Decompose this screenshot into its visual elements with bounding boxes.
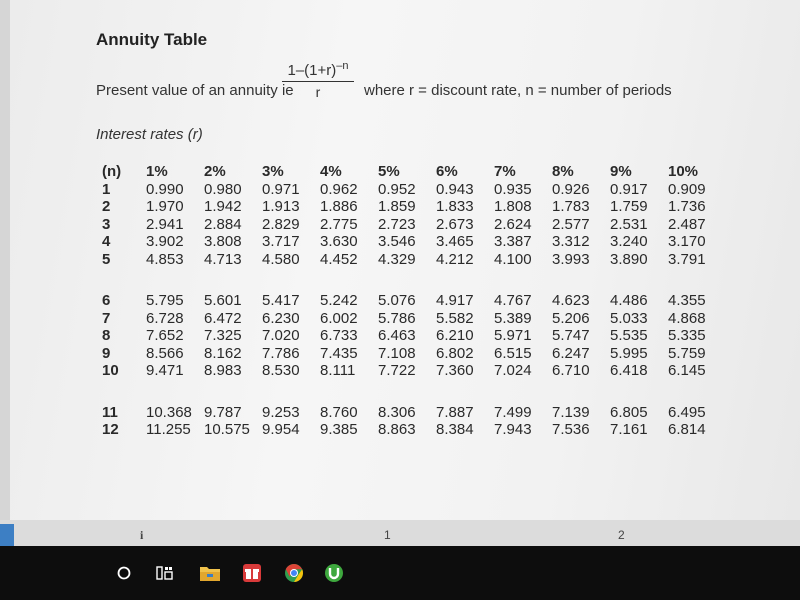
value-cell: 7.108 xyxy=(378,344,416,362)
value-cell: 1.886 xyxy=(320,198,358,215)
table-row xyxy=(102,310,726,328)
period-cell: 4 xyxy=(102,233,111,250)
value-cell: 3.546 xyxy=(378,233,416,250)
rate-header: 6% xyxy=(436,163,458,180)
period-cell: 1 xyxy=(102,180,111,198)
footer-bar xyxy=(0,520,800,546)
value-cell: 5.535 xyxy=(610,327,648,344)
value-cell: 0.917 xyxy=(610,180,648,198)
rate-header: 1% xyxy=(146,163,168,180)
table-header-row xyxy=(102,163,726,181)
value-cell: 9.253 xyxy=(262,403,300,421)
utorrent-icon[interactable] xyxy=(322,560,346,586)
value-cell: 1.942 xyxy=(204,198,242,215)
value-cell: 7.161 xyxy=(610,421,648,438)
value-cell: 2.673 xyxy=(436,215,474,233)
value-cell: 4.452 xyxy=(320,250,358,268)
value-cell: 0.943 xyxy=(436,180,474,198)
file-explorer-icon[interactable] xyxy=(198,560,222,586)
group-spacer xyxy=(102,380,726,404)
value-cell: 5.786 xyxy=(378,309,416,327)
value-cell: 8.566 xyxy=(146,344,184,362)
value-cell: 5.995 xyxy=(610,344,648,362)
value-cell: 4.623 xyxy=(552,292,590,309)
rate-header: 10% xyxy=(668,163,699,180)
period-cell: 2 xyxy=(102,198,111,215)
value-cell: 5.582 xyxy=(436,309,474,327)
formula-denominator: r xyxy=(315,84,321,100)
rate-header: 5% xyxy=(378,163,400,180)
value-cell: 3.808 xyxy=(204,233,242,250)
period-cell: 8 xyxy=(102,327,111,344)
period-cell: 7 xyxy=(102,309,111,327)
value-cell: 7.435 xyxy=(320,344,358,362)
formula-label: Present value of an annuity ie xyxy=(96,82,294,99)
value-cell: 8.983 xyxy=(204,362,242,379)
value-cell: 4.100 xyxy=(494,250,532,268)
table-row xyxy=(102,345,726,363)
page-number-left: 1 xyxy=(384,528,391,542)
value-cell: 5.076 xyxy=(378,292,416,309)
period-cell: 3 xyxy=(102,215,111,233)
value-cell: 9.471 xyxy=(146,362,184,379)
table-row xyxy=(102,233,726,251)
value-cell: 7.020 xyxy=(262,327,300,344)
table-row xyxy=(102,292,726,310)
value-cell: 4.355 xyxy=(668,292,706,309)
table-row xyxy=(102,362,726,380)
value-cell: 6.463 xyxy=(378,327,416,344)
value-cell: 5.389 xyxy=(494,309,532,327)
value-cell: 5.759 xyxy=(668,344,706,362)
value-cell: 7.786 xyxy=(262,344,300,362)
rate-header: 8% xyxy=(552,163,574,180)
value-cell: 3.993 xyxy=(552,250,590,268)
value-cell: 2.487 xyxy=(668,215,706,233)
value-cell: 7.360 xyxy=(436,362,474,379)
value-cell: 0.909 xyxy=(668,180,706,198)
formula-note: where r = discount rate, n = number of periods xyxy=(364,82,672,99)
value-cell: 5.795 xyxy=(146,292,184,309)
table-row xyxy=(102,404,726,422)
value-cell: 5.242 xyxy=(320,292,358,309)
value-cell: 5.601 xyxy=(204,292,242,309)
formula-numerator: $1-(1+r)^{-n}$ xyxy=(282,60,354,82)
value-cell: 4.767 xyxy=(494,292,532,309)
table-row xyxy=(102,198,726,216)
period-header: (n) xyxy=(102,163,122,180)
value-cell: 4.917 xyxy=(436,292,474,309)
value-cell: 10.575 xyxy=(204,421,250,438)
taskbar xyxy=(0,546,800,600)
value-cell: 6.805 xyxy=(610,403,648,421)
table-row xyxy=(102,327,726,345)
value-cell: 2.829 xyxy=(262,215,300,233)
value-cell: 3.240 xyxy=(610,233,648,250)
table-row xyxy=(102,216,726,234)
value-cell: 7.652 xyxy=(146,327,184,344)
value-cell: 1.859 xyxy=(378,198,416,215)
value-cell: 8.111 xyxy=(320,362,356,379)
period-cell: 10 xyxy=(102,362,119,379)
period-cell: 9 xyxy=(102,344,111,362)
value-cell: 8.306 xyxy=(378,403,416,421)
value-cell: 6.002 xyxy=(320,309,358,327)
footer-marker: i xyxy=(140,528,144,542)
value-cell: 2.624 xyxy=(494,215,532,233)
value-cell: 6.802 xyxy=(436,344,474,362)
value-cell: 2.577 xyxy=(552,215,590,233)
value-cell: 1.970 xyxy=(146,198,184,215)
value-cell: 6.515 xyxy=(494,344,532,362)
period-cell: 12 xyxy=(102,421,119,438)
value-cell: 0.935 xyxy=(494,180,532,198)
value-cell: 7.943 xyxy=(494,421,532,438)
table-row xyxy=(102,251,726,269)
value-cell: 3.630 xyxy=(320,233,358,250)
value-cell: 6.710 xyxy=(552,362,590,379)
value-cell: 7.139 xyxy=(552,403,590,421)
value-cell: 5.971 xyxy=(494,327,532,344)
value-cell: 4.212 xyxy=(436,250,474,268)
group-spacer xyxy=(102,268,726,292)
value-cell: 3.312 xyxy=(552,233,590,250)
value-cell: 1.759 xyxy=(610,198,648,215)
value-cell: 6.418 xyxy=(610,362,648,379)
value-cell: 7.536 xyxy=(552,421,590,438)
value-cell: 4.580 xyxy=(262,250,300,268)
value-cell: 0.962 xyxy=(320,180,358,198)
value-cell: 3.717 xyxy=(262,233,300,250)
value-cell: 0.952 xyxy=(378,180,416,198)
value-cell: 4.486 xyxy=(610,292,648,309)
rate-header: 2% xyxy=(204,163,226,180)
value-cell: 6.145 xyxy=(668,362,706,379)
period-cell: 5 xyxy=(102,250,111,268)
value-cell: 1.808 xyxy=(494,198,532,215)
value-cell: 4.713 xyxy=(204,250,242,268)
value-cell: 0.926 xyxy=(552,180,590,198)
value-cell: 2.884 xyxy=(204,215,242,233)
value-cell: 3.465 xyxy=(436,233,474,250)
value-cell: 8.863 xyxy=(378,421,416,438)
value-cell: 8.384 xyxy=(436,421,474,438)
formula-exponent: –n xyxy=(336,60,349,72)
value-cell: 1.783 xyxy=(552,198,590,215)
value-cell: 6.472 xyxy=(204,309,242,327)
value-cell: 4.868 xyxy=(668,309,706,327)
value-cell: 1.736 xyxy=(668,198,706,215)
value-cell: 9.954 xyxy=(262,421,300,438)
value-cell: 1.913 xyxy=(262,198,300,215)
value-cell: 3.387 xyxy=(494,233,532,250)
table-subtitle: Interest rates (r) xyxy=(96,126,203,143)
value-cell: 5.747 xyxy=(552,327,590,344)
value-cell: 3.170 xyxy=(668,233,706,250)
value-cell: 7.024 xyxy=(494,362,532,379)
value-cell: 3.890 xyxy=(610,250,648,268)
value-cell: 9.787 xyxy=(204,403,242,421)
value-cell: 4.853 xyxy=(146,250,184,268)
annuity-table xyxy=(102,163,726,439)
period-cell: 11 xyxy=(102,403,118,421)
value-cell: 8.530 xyxy=(262,362,300,379)
rate-header: 4% xyxy=(320,163,342,180)
value-cell: 2.531 xyxy=(610,215,648,233)
rate-header: 7% xyxy=(494,163,516,180)
value-cell: 3.791 xyxy=(668,250,706,268)
gift-app-icon[interactable] xyxy=(240,560,264,586)
value-cell: 2.723 xyxy=(378,215,416,233)
value-cell: 5.033 xyxy=(610,309,648,327)
value-cell: 9.385 xyxy=(320,421,358,438)
value-cell: 5.206 xyxy=(552,309,590,327)
value-cell: 3.902 xyxy=(146,233,184,250)
page-number-right: 2 xyxy=(618,528,625,542)
value-cell: 0.980 xyxy=(204,180,242,198)
value-cell: 6.495 xyxy=(668,403,706,421)
value-cell: 6.814 xyxy=(668,421,706,438)
value-cell: 0.990 xyxy=(146,180,184,198)
value-cell: 8.162 xyxy=(204,344,242,362)
formula-fraction xyxy=(282,60,354,100)
value-cell: 7.325 xyxy=(204,327,242,344)
value-cell: 6.728 xyxy=(146,309,184,327)
rate-header: 9% xyxy=(610,163,632,180)
task-view-icon[interactable] xyxy=(154,560,176,586)
value-cell: 8.760 xyxy=(320,403,358,421)
value-cell: 4.329 xyxy=(378,250,416,268)
value-cell: 0.971 xyxy=(262,180,300,198)
value-cell: 6.230 xyxy=(262,309,300,327)
table-row xyxy=(102,181,726,199)
document-page xyxy=(10,0,800,524)
rate-header: 3% xyxy=(262,163,284,180)
value-cell: 10.368 xyxy=(146,403,192,421)
value-cell: 2.775 xyxy=(320,215,358,233)
period-cell: 6 xyxy=(102,292,111,309)
value-cell: 7.722 xyxy=(378,362,416,379)
value-cell: 6.733 xyxy=(320,327,358,344)
value-cell: 2.941 xyxy=(146,215,184,233)
value-cell: 6.247 xyxy=(552,344,590,362)
value-cell: 5.335 xyxy=(668,327,706,344)
chrome-icon[interactable] xyxy=(282,560,306,586)
page-title: Annuity Table xyxy=(96,30,208,49)
value-cell: 5.417 xyxy=(262,292,300,309)
value-cell: 7.499 xyxy=(494,403,532,421)
search-circle-icon[interactable] xyxy=(114,560,134,586)
value-cell: 1.833 xyxy=(436,198,474,215)
value-cell: 7.887 xyxy=(436,403,474,421)
table-row xyxy=(102,421,726,439)
value-cell: 6.210 xyxy=(436,327,474,344)
value-cell: 11.255 xyxy=(146,421,191,438)
